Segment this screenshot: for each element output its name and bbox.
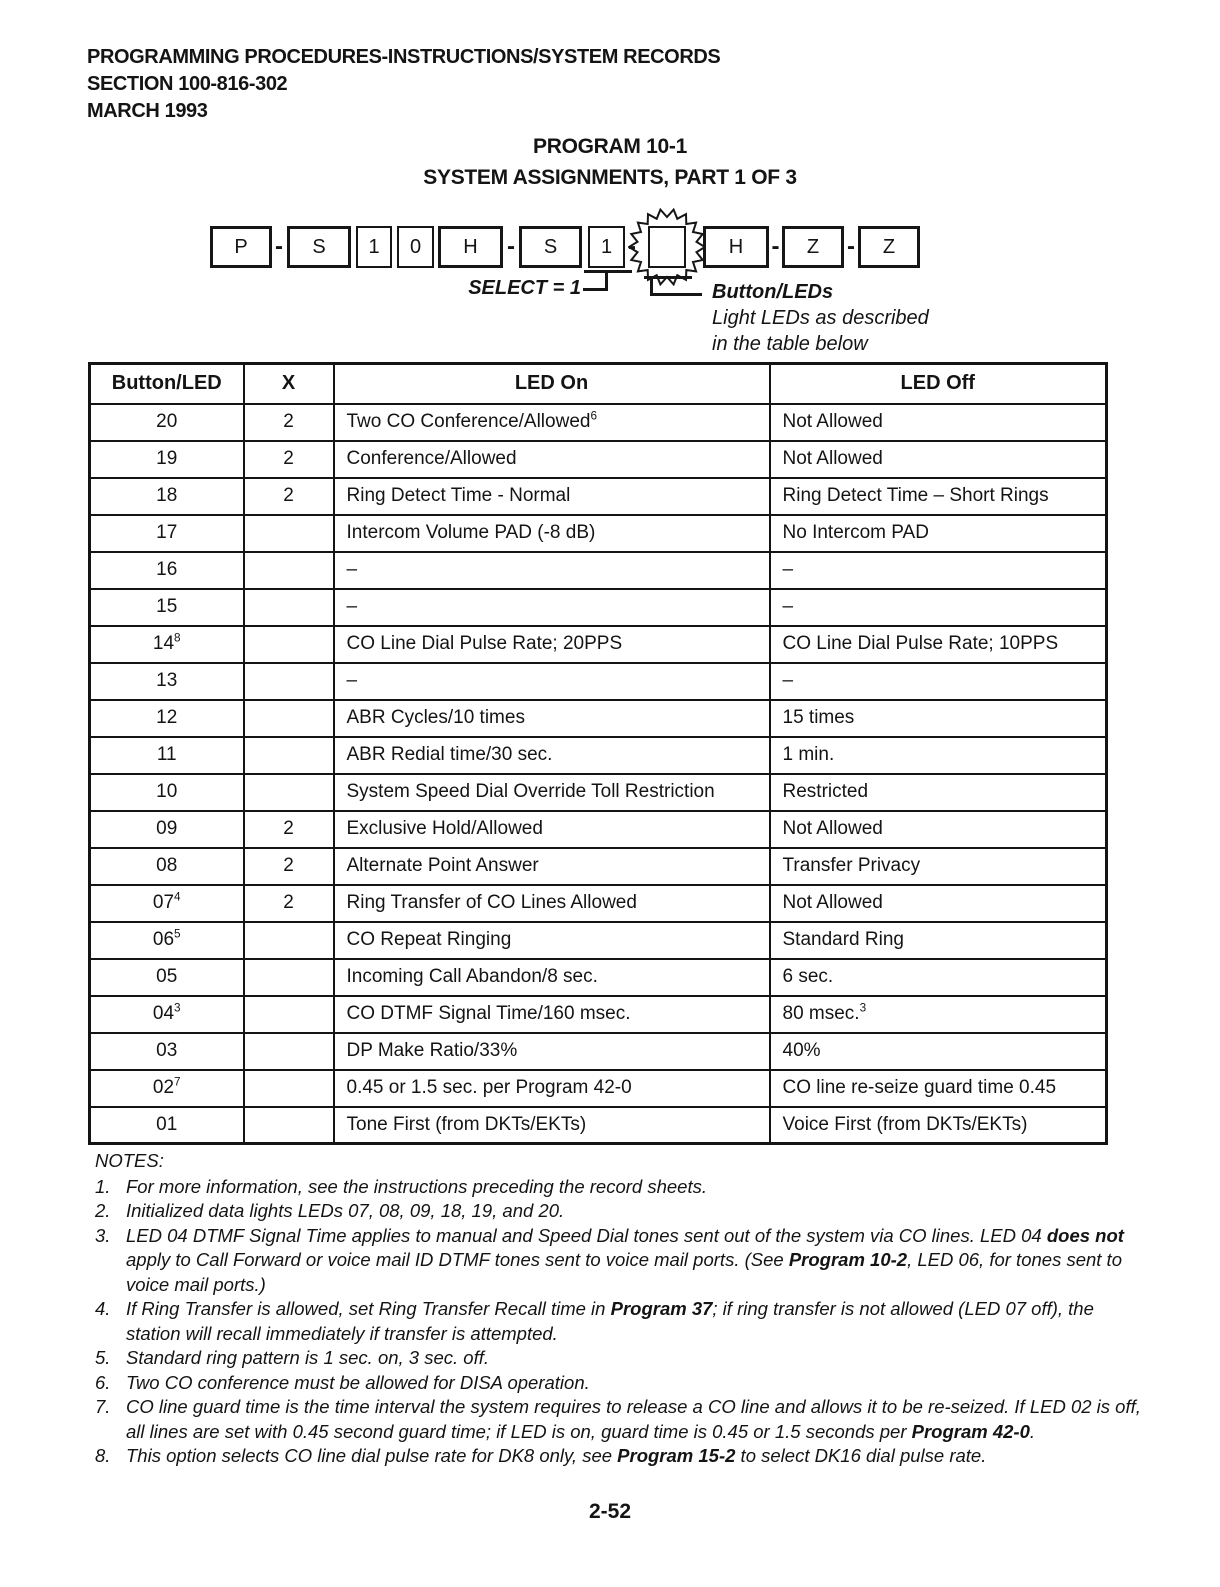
cell-led-off: Not Allowed xyxy=(770,885,1107,922)
notes-heading: NOTES: xyxy=(95,1150,164,1171)
cell-button-led: 17 xyxy=(90,515,244,552)
cell-led-off: – xyxy=(770,589,1107,626)
cell-x xyxy=(244,959,334,996)
cell-button-led: 20 xyxy=(90,404,244,441)
cell-x: 2 xyxy=(244,441,334,478)
cell-led-on: Ring Transfer of CO Lines Allowed xyxy=(334,885,770,922)
cell-button-led: 15 xyxy=(90,589,244,626)
cell-led-on: ABR Redial time/30 sec. xyxy=(334,737,770,774)
note-text: LED 04 DTMF Signal Time applies to manual and Speed Dial tones sent out of the system via CO lines. LED 04 does not apply to Call Forward or voice mail ID DTMF tones sent to voice mail ports. (See Program 10-2, LED 06, for tones sent to voice mail ports.) xyxy=(126,1224,1124,1295)
header-line-1: PROGRAMMING PROCEDURES-INSTRUCTIONS/SYSTEM RECORDS xyxy=(87,46,721,68)
cell-led-off: 6 sec. xyxy=(770,959,1107,996)
table-row xyxy=(90,922,1107,959)
cell-led-on: Two CO Conference/Allowed$^6$ xyxy=(334,404,770,441)
note-text: Initialized data lights LEDs 07, 08, 09, 18, 19, and 20. xyxy=(126,1200,565,1221)
column-header-led-on: LED On xyxy=(334,364,770,404)
note-number: 7. xyxy=(95,1396,111,1417)
cell-button-led: 13 xyxy=(90,663,244,700)
table-row xyxy=(90,811,1107,848)
cell-button-led: 19 xyxy=(90,441,244,478)
connector-line-button xyxy=(650,293,702,296)
cell-button-led: 16 xyxy=(90,552,244,589)
cell-led-off: Voice First (from DKTs/EKTs) xyxy=(770,1107,1107,1144)
table-row xyxy=(90,848,1107,885)
table-row xyxy=(90,1033,1107,1070)
code-hyphen: - xyxy=(628,233,636,260)
code-hyphen: - xyxy=(507,233,515,260)
page-number: 2-52 xyxy=(588,1500,632,1523)
cell-x xyxy=(244,922,334,959)
code-box-h2: H xyxy=(703,226,769,268)
notes-section xyxy=(95,1149,1153,1469)
column-header-button-led: Button/LED xyxy=(90,364,244,404)
header-line-3: MARCH 1993 xyxy=(87,100,208,122)
cell-button-led: $04^3$ xyxy=(90,996,244,1033)
cell-x xyxy=(244,700,334,737)
table-row xyxy=(90,774,1107,811)
cell-x xyxy=(244,663,334,700)
table-row xyxy=(90,404,1107,441)
code-box-button-led xyxy=(648,226,686,268)
code-box-p: P xyxy=(210,226,272,268)
table-row xyxy=(90,700,1107,737)
table-row xyxy=(90,1107,1107,1144)
cell-button-led: $02^7$ xyxy=(90,1070,244,1107)
cell-led-on: Conference/Allowed xyxy=(334,441,770,478)
cell-x xyxy=(244,589,334,626)
cell-led-off: – xyxy=(770,552,1107,589)
table-row xyxy=(90,589,1107,626)
cell-x xyxy=(244,774,334,811)
note-number: 6. xyxy=(95,1371,111,1393)
cell-led-on: DP Make Ratio/33% xyxy=(334,1033,770,1070)
assignments-table xyxy=(88,362,1108,1145)
cell-led-on: – xyxy=(334,663,770,700)
table-row xyxy=(90,515,1107,552)
note-number: 4. xyxy=(95,1298,111,1319)
cell-x: 2 xyxy=(244,404,334,441)
cell-button-led: $07^4$ xyxy=(90,885,244,922)
code-box-z2: Z xyxy=(858,226,920,268)
note-text: Standard ring pattern is 1 sec. on, 3 sec. off. xyxy=(126,1347,490,1368)
column-header-x: X xyxy=(244,364,334,404)
cell-button-led: 10 xyxy=(90,774,244,811)
cell-led-off: Not Allowed xyxy=(770,441,1107,478)
header-line-2: SECTION 100-816-302 xyxy=(87,73,288,95)
table-row xyxy=(90,478,1107,515)
cell-x xyxy=(244,515,334,552)
cell-led-on: Intercom Volume PAD (-8 dB) xyxy=(334,515,770,552)
note-number: 3. xyxy=(95,1224,111,1246)
cell-led-off: No Intercom PAD xyxy=(770,515,1107,552)
table-row xyxy=(90,1070,1107,1107)
code-hyphen: - xyxy=(771,233,780,260)
table-row xyxy=(90,885,1107,922)
note-item xyxy=(95,1199,1153,1224)
cell-button-led: 05 xyxy=(90,959,244,996)
connector-tick-select xyxy=(584,270,632,273)
program-title: PROGRAM 10-1 xyxy=(533,135,687,158)
cell-button-led: 12 xyxy=(90,700,244,737)
cell-led-on: Exclusive Hold/Allowed xyxy=(334,811,770,848)
notes-list xyxy=(95,1175,1153,1469)
code-box-h1: H xyxy=(438,226,503,268)
note-text: For more information, see the instructions preceding the record sheets. xyxy=(126,1175,707,1197)
table-row xyxy=(90,626,1107,663)
cell-led-on: 0.45 or 1.5 sec. per Program 42-0 xyxy=(334,1070,770,1107)
note-text: If Ring Transfer is allowed, set Ring Transfer Recall time in Program 37; if ring transfer is not allowed (LED 07 off), the station will recall immediately if transfer is attempted. xyxy=(126,1298,1094,1344)
table-row xyxy=(90,996,1107,1033)
table-body xyxy=(90,404,1107,1144)
column-header-led-off: LED Off xyxy=(770,364,1107,404)
note-text: Two CO conference must be allowed for DISA operation. xyxy=(126,1371,590,1393)
note-item xyxy=(95,1297,1153,1346)
cell-led-on: CO Line Dial Pulse Rate; 20PPS xyxy=(334,626,770,663)
cell-led-on: – xyxy=(334,589,770,626)
note-item xyxy=(95,1444,1153,1469)
note-text: This option selects CO line dial pulse rate for DK8 only, see Program 15-2 to select DK16 dial pulse rate. xyxy=(126,1445,987,1466)
table-header-row xyxy=(90,364,1107,404)
table-row xyxy=(90,552,1107,589)
cell-led-off: Not Allowed xyxy=(770,404,1107,441)
cell-button-led: 11 xyxy=(90,737,244,774)
cell-x xyxy=(244,552,334,589)
cell-button-led: 01 xyxy=(90,1107,244,1144)
cell-led-off: 15 times xyxy=(770,700,1107,737)
cell-x xyxy=(244,1070,334,1107)
cell-x xyxy=(244,1107,334,1144)
cell-button-led: $14^8$ xyxy=(90,626,244,663)
cell-x xyxy=(244,626,334,663)
cell-led-off: Ring Detect Time – Short Rings xyxy=(770,478,1107,515)
note-number: 1. xyxy=(95,1175,111,1197)
code-hyphen: - xyxy=(847,233,855,260)
note-item xyxy=(95,1175,1153,1200)
note-item xyxy=(95,1346,1153,1371)
note-number: 5. xyxy=(95,1347,111,1368)
cell-button-led: 08 xyxy=(90,848,244,885)
cell-led-on: ABR Cycles/10 times xyxy=(334,700,770,737)
table-row xyxy=(90,441,1107,478)
cell-led-off: Not Allowed xyxy=(770,811,1107,848)
note-text: CO line guard time is the time interval the system requires to release a CO line and allows it to be re-seized. If LED 02 is off, all lines are set with 0.45 second guard time; if LED is on, guard time is 0.45 or 1.5 seconds per Program 42-0. xyxy=(126,1396,1141,1442)
cell-button-led: 03 xyxy=(90,1033,244,1070)
cell-x: 2 xyxy=(244,811,334,848)
code-box-z1: Z xyxy=(782,226,844,268)
cell-button-led: $06^5$ xyxy=(90,922,244,959)
table-row xyxy=(90,737,1107,774)
cell-button-led: 18 xyxy=(90,478,244,515)
cell-led-off: CO Line Dial Pulse Rate; 10PPS xyxy=(770,626,1107,663)
note-number: 2. xyxy=(95,1200,111,1221)
cell-x xyxy=(244,996,334,1033)
table-row xyxy=(90,959,1107,996)
cell-x xyxy=(244,737,334,774)
code-box-s2: S xyxy=(519,226,582,268)
cell-led-off: Transfer Privacy xyxy=(770,848,1107,885)
code-box-digit-0: 0 xyxy=(397,226,434,268)
cell-x: 2 xyxy=(244,885,334,922)
cell-led-off: – xyxy=(770,663,1107,700)
cell-led-off: 40% xyxy=(770,1033,1107,1070)
cell-led-off: 80 msec.$^3$ xyxy=(770,996,1107,1033)
cell-led-off: 1 min. xyxy=(770,737,1107,774)
cell-led-off: Standard Ring xyxy=(770,922,1107,959)
select-label: SELECT = 1 xyxy=(468,277,581,299)
note-item xyxy=(95,1371,1153,1396)
table-row xyxy=(90,663,1107,700)
button-leds-description: Light LEDs as described xyxy=(712,307,929,329)
button-leds-description: in the table below xyxy=(712,333,868,355)
cell-led-on: Ring Detect Time - Normal xyxy=(334,478,770,515)
cell-x: 2 xyxy=(244,478,334,515)
cell-led-on: Tone First (from DKTs/EKTs) xyxy=(334,1107,770,1144)
code-hyphen: - xyxy=(275,233,283,260)
cell-x: 2 xyxy=(244,848,334,885)
dial-code-diagram xyxy=(0,0,1220,360)
code-box-digit-1: 1 xyxy=(356,226,392,268)
cell-led-off: CO line re-seize guard time 0.45 xyxy=(770,1070,1107,1107)
cell-led-on: Alternate Point Answer xyxy=(334,848,770,885)
program-subtitle: SYSTEM ASSIGNMENTS, PART 1 OF 3 xyxy=(423,166,797,189)
note-item xyxy=(95,1395,1153,1444)
cell-led-on: CO DTMF Signal Time/160 msec. xyxy=(334,996,770,1033)
cell-led-on: Incoming Call Abandon/8 sec. xyxy=(334,959,770,996)
cell-led-off: Restricted xyxy=(770,774,1107,811)
cell-x xyxy=(244,1033,334,1070)
code-box-select: 1 xyxy=(588,226,625,268)
button-leds-label: Button/LEDs xyxy=(712,281,834,303)
note-number: 8. xyxy=(95,1445,111,1466)
connector-line-select xyxy=(583,288,607,291)
code-box-s1: S xyxy=(287,226,351,268)
note-item xyxy=(95,1224,1153,1298)
cell-led-on: CO Repeat Ringing xyxy=(334,922,770,959)
cell-button-led: 09 xyxy=(90,811,244,848)
cell-led-on: – xyxy=(334,552,770,589)
cell-led-on: System Speed Dial Override Toll Restriction xyxy=(334,774,770,811)
